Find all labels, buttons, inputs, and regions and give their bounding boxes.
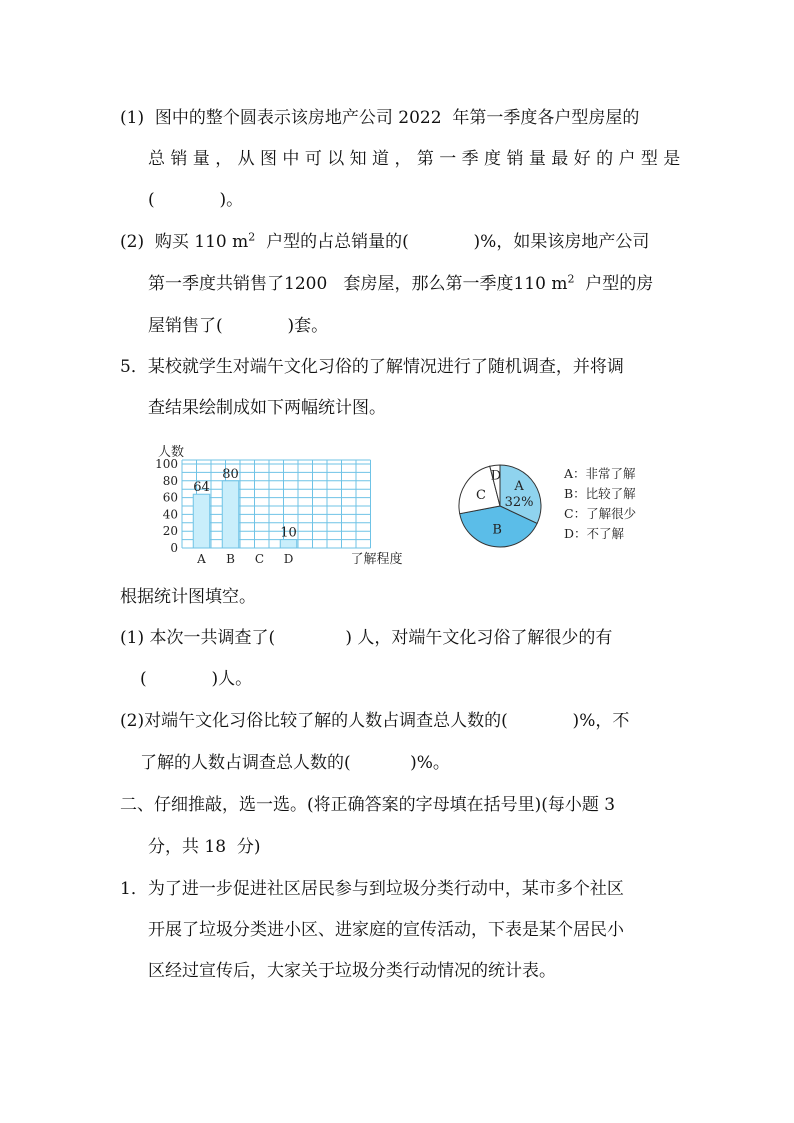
bar-B bbox=[222, 481, 239, 548]
y-tick-label: 20 bbox=[162, 524, 178, 539]
pie-label-D: D bbox=[490, 468, 502, 484]
q2-line-1-sup: 2 bbox=[248, 230, 256, 244]
pie-legend-item: B：比较了解 bbox=[564, 486, 636, 501]
s2q1-line-1: 1．为了进一步促进社区居民参与到垃圾分类行动中，某市多个社区 bbox=[120, 879, 624, 899]
fill-q1-line-2: ( )人。 bbox=[140, 669, 253, 689]
y-tick-label: 40 bbox=[162, 507, 178, 522]
q2-line-2-b: 户型的房 bbox=[574, 274, 654, 294]
x-axis-title: 了解程度 bbox=[350, 552, 403, 567]
pie-label-C: C bbox=[475, 487, 486, 503]
problem5-line-1: 5．某校就学生对端午文化习俗的了解情况进行了随机调查，并将调 bbox=[120, 357, 624, 377]
y-axis-title: 人数 bbox=[158, 445, 185, 460]
q1-line-1: (1) 图中的整个圆表示该房地产公司 2022 年第一季度各户型房屋的 bbox=[120, 108, 640, 128]
pie-chart bbox=[450, 436, 690, 552]
q2-line-2-sup: 2 bbox=[567, 272, 575, 286]
section2-line-2: 分，共 18 分) bbox=[148, 837, 261, 857]
fill-q2-line-1: (2)对端午文化习俗比较了解的人数占调查总人数的( )%，不 bbox=[120, 711, 630, 731]
q2-line-1-b: 户型的占总销量的( )%，如果该房地产公司 bbox=[255, 232, 650, 252]
x-tick-label-B: B bbox=[226, 552, 235, 566]
x-tick-label-C: C bbox=[254, 552, 265, 566]
fill-q1-line-1: (1) 本次一共调查了( ) 人，对端午文化习俗了解很少的有 bbox=[120, 628, 613, 648]
bar-value-label-B: 80 bbox=[222, 466, 239, 482]
pie-value-label-A: 32% bbox=[504, 494, 534, 510]
bar-chart bbox=[140, 436, 403, 570]
x-tick-label-A: A bbox=[197, 552, 206, 566]
pie-legend-item: D：不了解 bbox=[564, 526, 625, 541]
y-tick-label: 80 bbox=[162, 473, 178, 488]
q2-line-2-a: 第一季度共销售了1200 套房屋，那么第一季度110 m bbox=[148, 274, 568, 294]
y-tick-label: 0 bbox=[170, 541, 178, 555]
q1-line-3: ( )。 bbox=[148, 190, 244, 210]
q1-line-2: 总 销 量 ， 从 图 中 可 以 知 道 ， 第 一 季 度 销 量 最 好 的 户 型 是 bbox=[148, 149, 681, 169]
bar-D bbox=[280, 540, 297, 548]
pie-legend-item: C：了解很少 bbox=[564, 506, 637, 521]
y-tick-label: 60 bbox=[162, 490, 178, 505]
bar-value-label-A: 64 bbox=[193, 480, 210, 496]
section2-line-1: 二、仔细推敲，选一选。(将正确答案的字母填在括号里)(每小题 3 bbox=[120, 795, 616, 815]
q2-line-2 bbox=[148, 273, 653, 295]
q2-line-1 bbox=[120, 231, 649, 253]
pie-label-A: A bbox=[514, 478, 524, 494]
fill-heading: 根据统计图填空。 bbox=[120, 587, 256, 607]
bar-value-label-D: 10 bbox=[280, 525, 297, 541]
pie-label-B: B bbox=[492, 522, 502, 538]
s2q1-line-3: 区经过宣传后，大家关于垃圾分类行动情况的统计表。 bbox=[148, 961, 556, 981]
bar-A bbox=[193, 494, 210, 548]
y-tick-label: 100 bbox=[155, 457, 178, 471]
x-tick-label-D: D bbox=[283, 552, 294, 566]
s2q1-line-2: 开展了垃圾分类进小区、进家庭的宣传活动，下表是某个居民小 bbox=[148, 920, 624, 940]
problem5-line-2: 查结果绘制成如下两幅统计图。 bbox=[148, 398, 386, 418]
q2-line-3: 屋销售了( )套。 bbox=[148, 316, 329, 336]
fill-q2-line-2: 了解的人数占调查总人数的( )%。 bbox=[140, 753, 450, 773]
q2-line-1-a: (2) 购买 110 m bbox=[120, 232, 249, 252]
pie-legend-item: A：非常了解 bbox=[564, 466, 636, 481]
